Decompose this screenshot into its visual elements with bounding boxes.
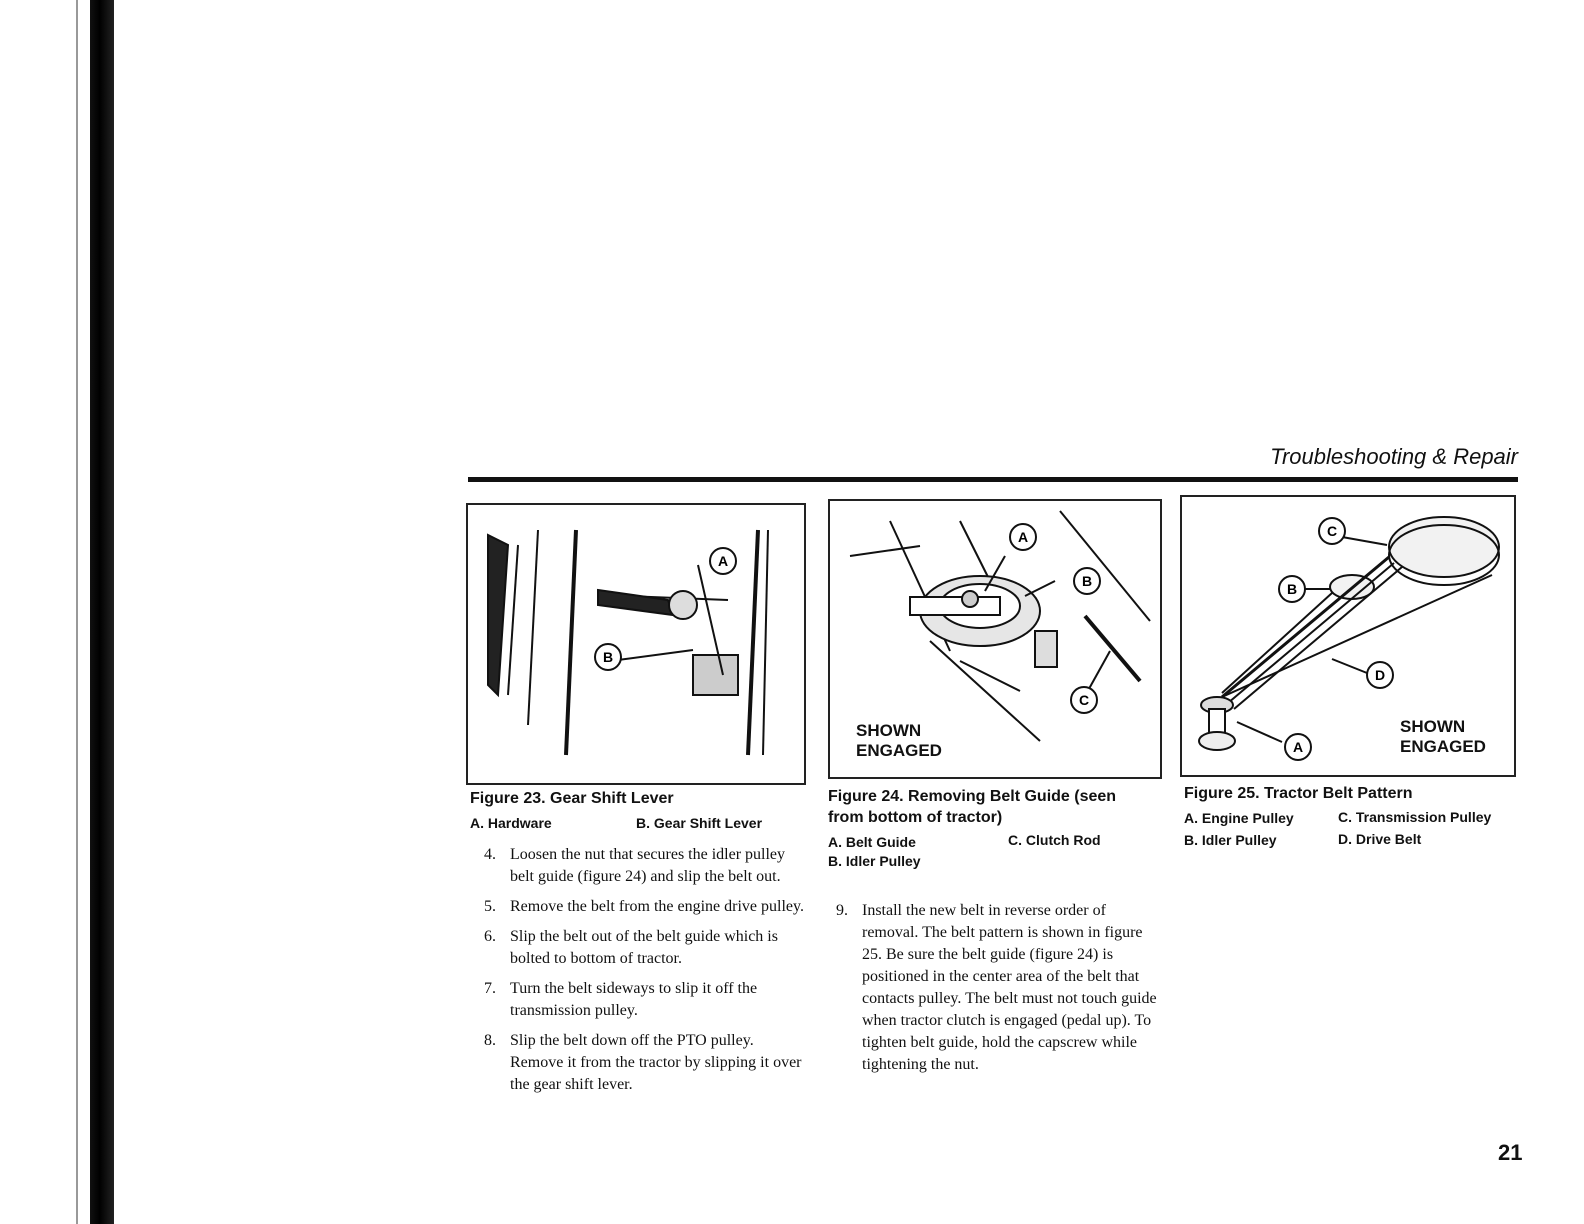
- steps-column-1: [484, 844, 804, 1104]
- callout-c-label: C: [1326, 523, 1338, 539]
- callout-a-label: A: [1292, 739, 1304, 755]
- step-item: [484, 844, 804, 888]
- binding-strip: [90, 0, 114, 1224]
- callout-b-label: B: [1286, 581, 1298, 597]
- figure-25-caption: Figure 25. Tractor Belt Pattern: [1184, 785, 1413, 802]
- figure-25-legend-d: D. Drive Belt: [1338, 831, 1422, 847]
- step-number: 8.: [484, 1032, 496, 1049]
- callout-c-label: C: [1078, 692, 1090, 708]
- figure-25-legend-a: A. Engine Pulley: [1184, 810, 1294, 826]
- step-text: Loosen the nut that secures the idler pulley belt guide (figure 24) and slip the belt out.: [510, 846, 786, 885]
- step-item: [484, 978, 804, 1022]
- figure-24-legend-a: A. Belt Guide: [828, 834, 916, 850]
- callout-b-label: B: [602, 649, 614, 665]
- figure-23-caption: Figure 23. Gear Shift Lever: [470, 790, 674, 807]
- figure-25-legend-b: B. Idler Pulley: [1184, 832, 1277, 848]
- callout-d-label: D: [1374, 667, 1386, 683]
- step-number: 4.: [484, 846, 496, 863]
- figure-24-legend-c: C. Clutch Rod: [1008, 832, 1101, 848]
- callout-a-label: A: [717, 553, 729, 569]
- callout-b-icon: [1279, 576, 1305, 602]
- figure-23-legend-a: A. Hardware: [470, 815, 552, 831]
- figure-24-legend-b: B. Idler Pulley: [828, 853, 921, 869]
- figure-25-legend-c: C. Transmission Pulley: [1338, 809, 1492, 825]
- step-number: 5.: [484, 898, 496, 915]
- figure-25-illustration: [1180, 495, 1516, 777]
- step-text: Slip the belt down off the PTO pulley. Remove it from the tractor by slipping it over the gear shift lever.: [510, 1032, 802, 1093]
- callout-a-label: A: [1017, 529, 1029, 545]
- callout-d-icon: [1367, 662, 1393, 688]
- figure-24-caption: Figure 24. Removing Belt Guide (seen from bottom of tractor): [828, 788, 1117, 826]
- step-item: [484, 1030, 804, 1096]
- figure-23-illustration: [466, 503, 806, 785]
- gear-shift-lever-drawing: [468, 505, 804, 783]
- callout-c-icon: [1319, 518, 1345, 544]
- callout-b-icon: [595, 644, 621, 670]
- section-header: Troubleshooting & Repair: [1270, 444, 1518, 469]
- figure-25-status: SHOWN ENGAGED: [1400, 717, 1486, 756]
- figure-23-legend-b: B. Gear Shift Lever: [636, 815, 763, 831]
- page-edge: [76, 0, 78, 1224]
- callout-a-icon: [1285, 734, 1311, 760]
- callout-b-label: B: [1081, 573, 1093, 589]
- step-item: [484, 896, 804, 918]
- callout-a-icon: [710, 548, 736, 574]
- header-rule: [468, 477, 1518, 482]
- step-text: Remove the belt from the engine drive pulley.: [510, 898, 804, 915]
- step-text: Slip the belt out of the belt guide which is bolted to bottom of tractor.: [510, 928, 778, 967]
- step-item: [484, 926, 804, 970]
- callout-a-icon: [1010, 524, 1036, 550]
- step-text: Install the new belt in reverse order of removal. The belt pattern is shown in figure 25. Be sure the belt guide (figure 24) is positioned in the center area of the belt that contacts pulley. The belt must not touch guide when tractor clutch is engaged (pedal up). To tighten belt guide, hold the capscrew while tightening the nut.: [862, 902, 1157, 1073]
- figure-24-status: SHOWN ENGAGED: [856, 721, 942, 760]
- step-number: 6.: [484, 928, 496, 945]
- step-text: Turn the belt sideways to slip it off the transmission pulley.: [510, 980, 758, 1019]
- step-number: 7.: [484, 980, 496, 997]
- step-number: 9.: [836, 902, 848, 919]
- steps-column-2: [836, 900, 1158, 1084]
- callout-c-icon: [1071, 687, 1097, 713]
- figure-24-illustration: [828, 499, 1162, 779]
- callout-b-icon: [1074, 568, 1100, 594]
- step-item: [836, 900, 1158, 1076]
- page-number: 21: [1498, 1140, 1523, 1165]
